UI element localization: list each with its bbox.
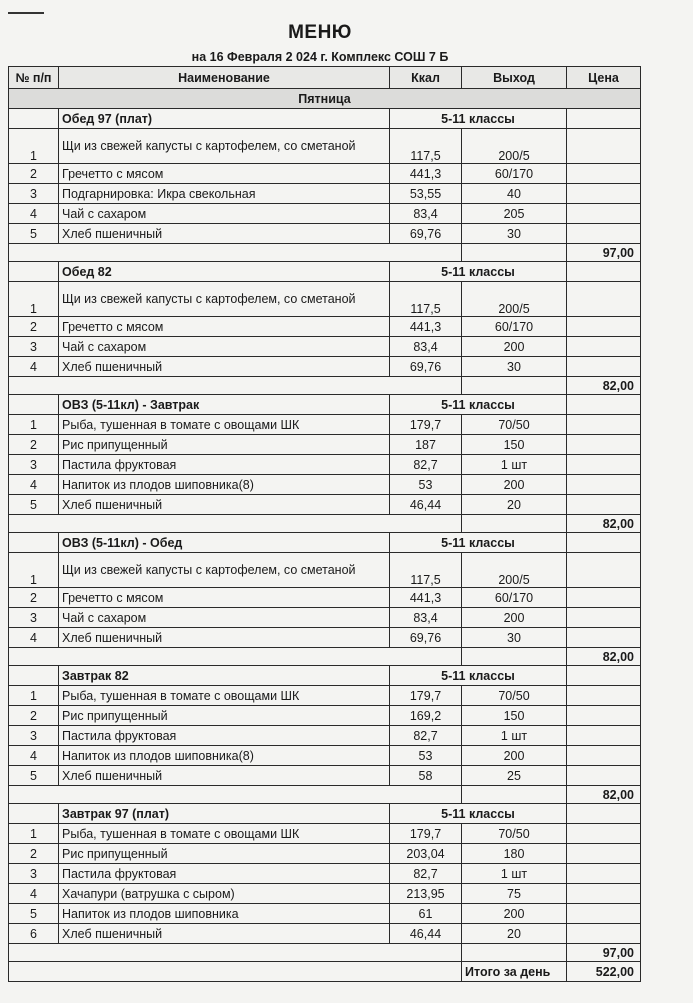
item-name: Чай с сахаром bbox=[59, 337, 390, 357]
item-output: 200 bbox=[462, 608, 567, 628]
total-spacer bbox=[9, 648, 462, 666]
menu-body bbox=[9, 89, 641, 982]
item-name: Гречетто с мясом bbox=[59, 317, 390, 337]
item-name: Рис припущенный bbox=[59, 844, 390, 864]
total-spacer-2 bbox=[462, 377, 567, 395]
item-number: 1 bbox=[9, 415, 59, 435]
item-number: 5 bbox=[9, 766, 59, 786]
item-name: Напиток из плодов шиповника(8) bbox=[59, 475, 390, 495]
total-spacer bbox=[9, 515, 462, 533]
item-name: Рис припущенный bbox=[59, 435, 390, 455]
total-spacer bbox=[9, 786, 462, 804]
total-spacer-2 bbox=[462, 944, 567, 962]
dash-mark bbox=[8, 12, 44, 14]
item-price bbox=[567, 495, 641, 515]
table-row bbox=[9, 455, 641, 475]
item-number: 3 bbox=[9, 184, 59, 204]
item-kcal: 213,95 bbox=[390, 884, 462, 904]
total-spacer-2 bbox=[462, 648, 567, 666]
item-price bbox=[567, 204, 641, 224]
item-number: 1 bbox=[9, 686, 59, 706]
item-output: 40 bbox=[462, 184, 567, 204]
item-output: 70/50 bbox=[462, 824, 567, 844]
section-name: ОВЗ (5-11кл) - Обед bbox=[59, 533, 390, 553]
total-spacer-2 bbox=[462, 515, 567, 533]
section-price-cell bbox=[567, 109, 641, 129]
table-row bbox=[9, 435, 641, 455]
item-name: Гречетто с мясом bbox=[59, 164, 390, 184]
section-price-cell bbox=[567, 533, 641, 553]
table-row bbox=[9, 924, 641, 944]
item-name: Хлеб пшеничный bbox=[59, 628, 390, 648]
item-kcal: 53 bbox=[390, 746, 462, 766]
item-name: Рыба, тушенная в томате с овощами ШК bbox=[59, 686, 390, 706]
item-kcal: 441,3 bbox=[390, 164, 462, 184]
table-row bbox=[9, 864, 641, 884]
item-kcal: 117,5 bbox=[390, 129, 462, 164]
section-total: 97,00 bbox=[567, 944, 641, 962]
day-label: Пятница bbox=[9, 89, 641, 109]
item-output: 75 bbox=[462, 884, 567, 904]
item-price bbox=[567, 588, 641, 608]
item-kcal: 203,04 bbox=[390, 844, 462, 864]
item-name: Напиток из плодов шиповника(8) bbox=[59, 746, 390, 766]
item-price bbox=[567, 686, 641, 706]
table-row bbox=[9, 884, 641, 904]
section-price-cell bbox=[567, 395, 641, 415]
section-number-cell bbox=[9, 109, 59, 129]
grand-total-row bbox=[9, 962, 641, 982]
total-spacer-2 bbox=[462, 786, 567, 804]
item-kcal: 53 bbox=[390, 475, 462, 495]
item-name: Чай с сахаром bbox=[59, 204, 390, 224]
item-number: 5 bbox=[9, 904, 59, 924]
item-number: 1 bbox=[9, 553, 59, 588]
item-price bbox=[567, 824, 641, 844]
section-total: 97,00 bbox=[567, 244, 641, 262]
item-output: 150 bbox=[462, 706, 567, 726]
section-name: Завтрак 97 (плат) bbox=[59, 804, 390, 824]
item-name: Рыба, тушенная в томате с овощами ШК bbox=[59, 824, 390, 844]
item-output: 200/5 bbox=[462, 129, 567, 164]
item-kcal: 69,76 bbox=[390, 628, 462, 648]
item-kcal: 179,7 bbox=[390, 686, 462, 706]
item-output: 70/50 bbox=[462, 686, 567, 706]
item-price bbox=[567, 164, 641, 184]
item-name: Пастила фруктовая bbox=[59, 864, 390, 884]
header-row bbox=[9, 67, 641, 89]
section-name: Обед 82 bbox=[59, 262, 390, 282]
item-output: 1 шт bbox=[462, 864, 567, 884]
section-header-row bbox=[9, 804, 641, 824]
table-row bbox=[9, 686, 641, 706]
section-total: 82,00 bbox=[567, 648, 641, 666]
total-spacer-2 bbox=[462, 244, 567, 262]
item-output: 1 шт bbox=[462, 455, 567, 475]
item-number: 2 bbox=[9, 435, 59, 455]
section-classes: 5-11 классы bbox=[390, 262, 567, 282]
table-row bbox=[9, 282, 641, 317]
item-price bbox=[567, 766, 641, 786]
col-price: Цена bbox=[567, 67, 641, 89]
item-kcal: 82,7 bbox=[390, 726, 462, 746]
menu-title: МЕНЮ bbox=[288, 22, 352, 43]
item-price bbox=[567, 129, 641, 164]
section-name: ОВЗ (5-11кл) - Завтрак bbox=[59, 395, 390, 415]
item-output: 200/5 bbox=[462, 282, 567, 317]
item-kcal: 117,5 bbox=[390, 553, 462, 588]
section-header-row bbox=[9, 262, 641, 282]
table-row bbox=[9, 588, 641, 608]
section-classes: 5-11 классы bbox=[390, 666, 567, 686]
item-price bbox=[567, 337, 641, 357]
item-price bbox=[567, 884, 641, 904]
section-number-cell bbox=[9, 262, 59, 282]
item-kcal: 82,7 bbox=[390, 455, 462, 475]
item-name: Подгарнировка: Икра свекольная bbox=[59, 184, 390, 204]
grand-spacer bbox=[9, 962, 462, 982]
item-number: 2 bbox=[9, 588, 59, 608]
item-name: Пастила фруктовая bbox=[59, 726, 390, 746]
total-spacer bbox=[9, 244, 462, 262]
item-kcal: 187 bbox=[390, 435, 462, 455]
section-total: 82,00 bbox=[567, 515, 641, 533]
section-total-row bbox=[9, 244, 641, 262]
item-name: Хлеб пшеничный bbox=[59, 357, 390, 377]
item-price bbox=[567, 864, 641, 884]
item-output: 60/170 bbox=[462, 588, 567, 608]
col-kcal: Ккал bbox=[390, 67, 462, 89]
section-header-row bbox=[9, 109, 641, 129]
item-kcal: 83,4 bbox=[390, 608, 462, 628]
item-price bbox=[567, 475, 641, 495]
item-output: 205 bbox=[462, 204, 567, 224]
section-classes: 5-11 классы bbox=[390, 109, 567, 129]
item-number: 2 bbox=[9, 844, 59, 864]
item-price bbox=[567, 844, 641, 864]
section-price-cell bbox=[567, 262, 641, 282]
item-price bbox=[567, 706, 641, 726]
item-price bbox=[567, 435, 641, 455]
item-price bbox=[567, 317, 641, 337]
table-row bbox=[9, 608, 641, 628]
item-name: Напиток из плодов шиповника bbox=[59, 904, 390, 924]
item-price bbox=[567, 455, 641, 475]
table-row bbox=[9, 553, 641, 588]
item-kcal: 117,5 bbox=[390, 282, 462, 317]
item-output: 60/170 bbox=[462, 164, 567, 184]
day-row bbox=[9, 89, 641, 109]
table-row bbox=[9, 184, 641, 204]
section-price-cell bbox=[567, 666, 641, 686]
item-number: 5 bbox=[9, 495, 59, 515]
item-price bbox=[567, 224, 641, 244]
table-row bbox=[9, 204, 641, 224]
item-number: 3 bbox=[9, 608, 59, 628]
table-row bbox=[9, 415, 641, 435]
item-price bbox=[567, 553, 641, 588]
table-row bbox=[9, 766, 641, 786]
table-row bbox=[9, 357, 641, 377]
item-output: 200/5 bbox=[462, 553, 567, 588]
item-number: 4 bbox=[9, 884, 59, 904]
item-output: 20 bbox=[462, 495, 567, 515]
item-number: 1 bbox=[9, 282, 59, 317]
section-classes: 5-11 классы bbox=[390, 533, 567, 553]
menu-sheet bbox=[8, 66, 640, 982]
grand-total-value: 522,00 bbox=[567, 962, 641, 982]
table-row bbox=[9, 337, 641, 357]
section-total-row bbox=[9, 515, 641, 533]
section-price-cell bbox=[567, 804, 641, 824]
total-spacer bbox=[9, 377, 462, 395]
table-row bbox=[9, 706, 641, 726]
item-price bbox=[567, 726, 641, 746]
table-row bbox=[9, 726, 641, 746]
section-total: 82,00 bbox=[567, 786, 641, 804]
item-name: Хлеб пшеничный bbox=[59, 495, 390, 515]
item-kcal: 441,3 bbox=[390, 317, 462, 337]
table-row bbox=[9, 844, 641, 864]
section-name: Завтрак 82 bbox=[59, 666, 390, 686]
table-row bbox=[9, 164, 641, 184]
item-output: 180 bbox=[462, 844, 567, 864]
item-name: Чай с сахаром bbox=[59, 608, 390, 628]
table-row bbox=[9, 824, 641, 844]
menu-table bbox=[8, 66, 641, 982]
item-price bbox=[567, 184, 641, 204]
table-row bbox=[9, 904, 641, 924]
item-price bbox=[567, 282, 641, 317]
item-output: 20 bbox=[462, 924, 567, 944]
item-kcal: 83,4 bbox=[390, 204, 462, 224]
item-output: 200 bbox=[462, 904, 567, 924]
table-row bbox=[9, 129, 641, 164]
item-output: 30 bbox=[462, 628, 567, 648]
item-kcal: 58 bbox=[390, 766, 462, 786]
table-row bbox=[9, 475, 641, 495]
item-name: Щи из свежей капусты с картофелем, со сметаной bbox=[59, 129, 390, 164]
item-output: 150 bbox=[462, 435, 567, 455]
item-number: 3 bbox=[9, 455, 59, 475]
item-number: 6 bbox=[9, 924, 59, 944]
table-row bbox=[9, 317, 641, 337]
item-output: 25 bbox=[462, 766, 567, 786]
col-number: № п/п bbox=[9, 67, 59, 89]
item-name: Гречетто с мясом bbox=[59, 588, 390, 608]
item-name: Хлеб пшеничный bbox=[59, 924, 390, 944]
section-classes: 5-11 классы bbox=[390, 395, 567, 415]
item-price bbox=[567, 904, 641, 924]
section-header-row bbox=[9, 533, 641, 553]
item-kcal: 83,4 bbox=[390, 337, 462, 357]
section-number-cell bbox=[9, 666, 59, 686]
item-kcal: 169,2 bbox=[390, 706, 462, 726]
table-row bbox=[9, 628, 641, 648]
item-kcal: 179,7 bbox=[390, 415, 462, 435]
grand-total-label: Итого за день bbox=[462, 962, 567, 982]
item-kcal: 69,76 bbox=[390, 357, 462, 377]
item-kcal: 46,44 bbox=[390, 924, 462, 944]
table-row bbox=[9, 224, 641, 244]
section-number-cell bbox=[9, 395, 59, 415]
item-name: Пастила фруктовая bbox=[59, 455, 390, 475]
section-number-cell bbox=[9, 804, 59, 824]
item-price bbox=[567, 415, 641, 435]
item-kcal: 82,7 bbox=[390, 864, 462, 884]
item-number: 4 bbox=[9, 357, 59, 377]
item-number: 3 bbox=[9, 726, 59, 746]
section-total-row bbox=[9, 377, 641, 395]
total-spacer bbox=[9, 944, 462, 962]
item-kcal: 441,3 bbox=[390, 588, 462, 608]
item-number: 2 bbox=[9, 317, 59, 337]
item-kcal: 179,7 bbox=[390, 824, 462, 844]
table-row bbox=[9, 746, 641, 766]
item-name: Хачапури (ватрушка с сыром) bbox=[59, 884, 390, 904]
item-output: 60/170 bbox=[462, 317, 567, 337]
menu-subtitle: на 16 Февраля 2 024 г. Комплекс СОШ 7 Б bbox=[191, 50, 449, 64]
col-name: Наименование bbox=[59, 67, 390, 89]
item-kcal: 46,44 bbox=[390, 495, 462, 515]
item-number: 1 bbox=[9, 129, 59, 164]
item-name: Хлеб пшеничный bbox=[59, 224, 390, 244]
item-price bbox=[567, 357, 641, 377]
section-header-row bbox=[9, 395, 641, 415]
item-output: 70/50 bbox=[462, 415, 567, 435]
item-kcal: 69,76 bbox=[390, 224, 462, 244]
item-name: Щи из свежей капусты с картофелем, со сметаной bbox=[59, 553, 390, 588]
col-output: Выход bbox=[462, 67, 567, 89]
item-number: 4 bbox=[9, 475, 59, 495]
section-total: 82,00 bbox=[567, 377, 641, 395]
item-number: 2 bbox=[9, 164, 59, 184]
section-total-row bbox=[9, 786, 641, 804]
section-classes: 5-11 классы bbox=[390, 804, 567, 824]
item-number: 4 bbox=[9, 746, 59, 766]
section-total-row bbox=[9, 944, 641, 962]
item-output: 200 bbox=[462, 746, 567, 766]
table-row bbox=[9, 495, 641, 515]
item-price bbox=[567, 746, 641, 766]
item-name: Рыба, тушенная в томате с овощами ШК bbox=[59, 415, 390, 435]
item-output: 200 bbox=[462, 337, 567, 357]
item-kcal: 61 bbox=[390, 904, 462, 924]
item-price bbox=[567, 608, 641, 628]
item-number: 3 bbox=[9, 337, 59, 357]
item-price bbox=[567, 628, 641, 648]
section-total-row bbox=[9, 648, 641, 666]
item-kcal: 53,55 bbox=[390, 184, 462, 204]
item-name: Хлеб пшеничный bbox=[59, 766, 390, 786]
item-number: 3 bbox=[9, 864, 59, 884]
section-header-row bbox=[9, 666, 641, 686]
item-output: 30 bbox=[462, 357, 567, 377]
item-number: 4 bbox=[9, 204, 59, 224]
item-number: 1 bbox=[9, 824, 59, 844]
item-price bbox=[567, 924, 641, 944]
item-number: 4 bbox=[9, 628, 59, 648]
item-name: Рис припущенный bbox=[59, 706, 390, 726]
item-number: 5 bbox=[9, 224, 59, 244]
section-number-cell bbox=[9, 533, 59, 553]
item-output: 200 bbox=[462, 475, 567, 495]
item-output: 30 bbox=[462, 224, 567, 244]
item-number: 2 bbox=[9, 706, 59, 726]
section-name: Обед 97 (плат) bbox=[59, 109, 390, 129]
item-output: 1 шт bbox=[462, 726, 567, 746]
item-name: Щи из свежей капусты с картофелем, со сметаной bbox=[59, 282, 390, 317]
